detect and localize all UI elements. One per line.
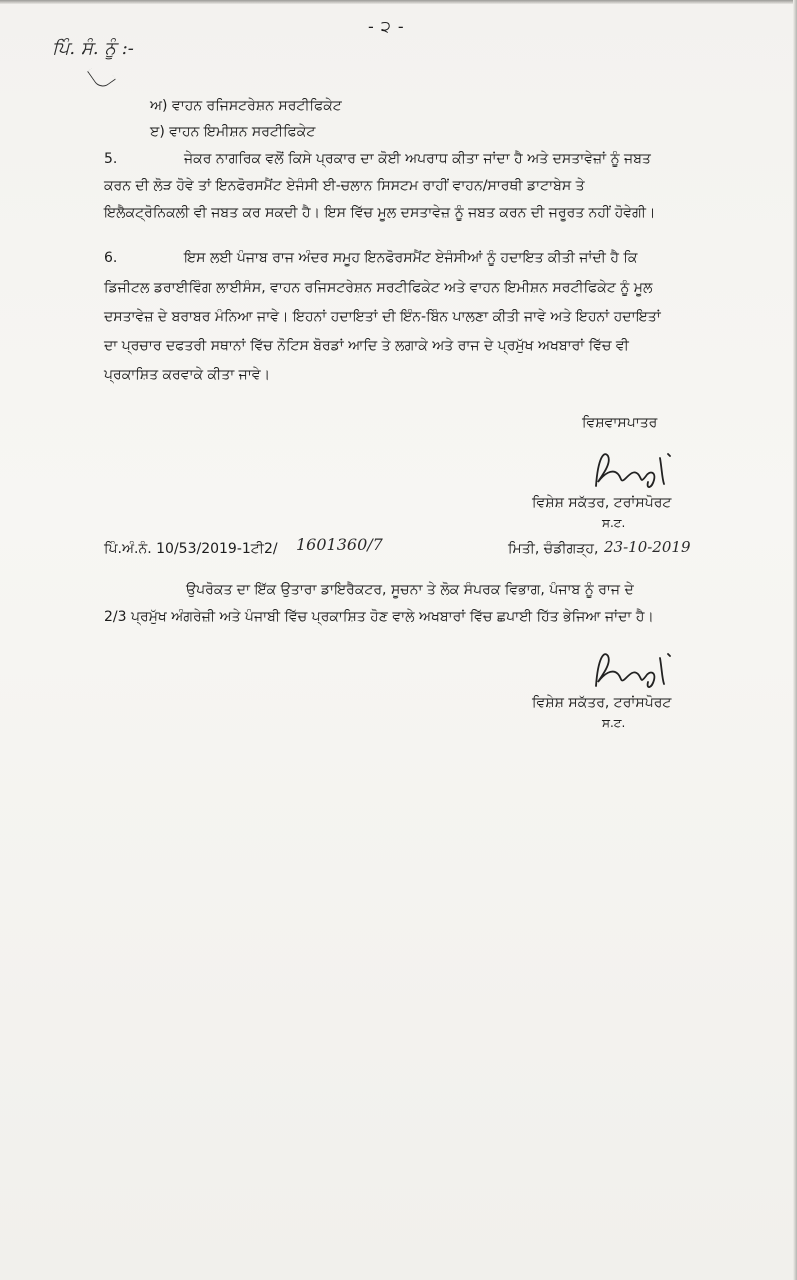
signatory-1-initials: ਸ.ਟ.: [602, 516, 626, 530]
page-right-edge: [793, 0, 797, 1280]
list-item: [150, 97, 342, 115]
signatory-2-initials: ਸ.ਟ.: [602, 716, 626, 730]
signatory-1-title: ਵਿਸ਼ੇਸ਼ ਸਕੱਤਰ, ਟਰਾਂਸਪੋਰਟ: [532, 495, 672, 511]
list-item-label: ਅ): [150, 98, 168, 114]
paragraph-line: ਡਿਜੀਟਲ ਡਰਾਈਵਿੰਗ ਲਾਈਸੰਸ, ਵਾਹਨ ਰਜਿਸਟਰੇਸ਼ਨ ਸਰਟੀਫਿਕੇਟ ਅਤੇ ਵਾਹਨ ਇਮੀਸ਼ਨ ਸਰਟੀਫਿਕੇਟ ਨੂੰ ਮੂਲ: [104, 280, 653, 296]
list-item-text: ਵਾਹਨ ਇਮੀਸ਼ਨ ਸਰਟੀਫਿਕੇਟ: [169, 124, 316, 140]
paragraph-line: ਦਾ ਪ੍ਰਚਾਰ ਦਫਤਰੀ ਸਥਾਨਾਂ ਵਿੱਚ ਨੋਟਿਸ ਬੋਰਡਾਂ ਆਦਿ ਤੇ ਲਗਾਕੇ ਅਤੇ ਰਾਜ ਦੇ ਪ੍ਰਮੁੱਖ ਅਖਬਾਰਾਂ ਵਿੱਚ ਵੀ: [104, 338, 629, 354]
paragraph-line: ਪ੍ਰਕਾਸ਼ਿਤ ਕਰਵਾਕੇ ਕੀਤਾ ਜਾਵੇ।: [104, 367, 271, 383]
handwritten-annotation: ਪਿੰ. ਸੰ. ਨੂੰ :-: [52, 38, 134, 59]
paragraph-line: ਜੇਕਰ ਨਾਗਰਿਕ ਵਲੋਂ ਕਿਸੇ ਪ੍ਰਕਾਰ ਦਾ ਕੋਈ ਅਪਰਾਧ ਕੀਤਾ ਜਾਂਦਾ ਹੈ ਅਤੇ ਦਸਤਾਵੇਜ਼ਾਂ ਨੂੰ ਜਬਤ: [184, 151, 651, 167]
page-top-edge: [0, 0, 797, 4]
paragraph-6: [104, 249, 704, 389]
list-item-label: ੲ): [150, 124, 165, 140]
paragraph-number: 5.: [104, 151, 118, 167]
date-label: ਮਿਤੀ, ਚੰਡੀਗੜ੍ਹ,: [508, 541, 599, 557]
paragraph-line: ਇਸ ਲਈ ਪੰਜਾਬ ਰਾਜ ਅੰਦਰ ਸਮੂਹ ਇਨਫੋਰਸਮੈਂਟ ਏਜੰਸੀਆਂ ਨੂੰ ਹਦਾਇਤ ਕੀਤੀ ਜਾਂਦੀ ਹੈ ਕਿ: [184, 250, 638, 266]
endorsement-line: 2/3 ਪ੍ਰਮੁੱਖ ਅੰਗਰੇਜ਼ੀ ਅਤੇ ਪੰਜਾਬੀ ਵਿੱਚ ਪ੍ਰਕਾਸ਼ਿਤ ਹੋਣ ਵਾਲੇ ਅਖਬਾਰਾਂ ਵਿੱਚ ਛਪਾਈ ਹਿੱਤ ਭੇਜਿਆ ਜਾਂਦਾ ਹੈ।: [104, 609, 654, 625]
closing-salutation: ਵਿਸ਼ਵਾਸਪਾਤਰ: [582, 415, 658, 431]
handwritten-date: 23-10-2019: [604, 538, 691, 556]
paragraph-line: ਕਰਨ ਦੀ ਲੋੜ ਹੋਵੇ ਤਾਂ ਇਨਫੋਰਸਮੈਂਟ ਏਜੰਸੀ ਈ-ਚਲਾਨ ਸਿਸਟਮ ਰਾਹੀਂ ਵਾਹਨ/ਸਾਰਥੀ ਡਾਟਾਬੇਸ ਤੇ: [104, 178, 585, 194]
signatory-2-title: ਵਿਸ਼ੇਸ਼ ਸਕੱਤਰ, ਟਰਾਂਸਪੋਰਟ: [532, 695, 672, 711]
signature-1-image: [590, 448, 680, 492]
handwritten-endorsement-number: 1601360/7: [296, 535, 383, 554]
paragraph-5: [104, 150, 704, 230]
endorsement-line: ਉਪਰੋਕਤ ਦਾ ਇੱਕ ਉਤਾਰਾ ਡਾਇਰੈਕਟਰ, ਸੂਚਨਾ ਤੇ ਲੋਕ ਸੰਪਰਕ ਵਿਭਾਗ, ਪੰਜਾਬ ਨੂੰ ਰਾਜ ਦੇ: [186, 582, 634, 598]
list-item: [150, 123, 315, 141]
endorsement-number: ਪਿੰ.ਅੰ.ਨੰ. 10/53/2019-1ਟੀ2/: [104, 541, 278, 557]
list-item-text: ਵਾਹਨ ਰਜਿਸਟਰੇਸ਼ਨ ਸਰਟੀਫਿਕੇਟ: [171, 98, 342, 114]
page-number: - ੨ -: [368, 17, 405, 36]
annotation-hook-mark: [87, 61, 116, 91]
paragraph-line: ਇਲੈਕਟ੍ਰੋਨਿਕਲੀ ਵੀ ਜਬਤ ਕਰ ਸਕਦੀ ਹੈ। ਇਸ ਵਿੱਚ ਮੂਲ ਦਸਤਾਵੇਜ਼ ਨੂੰ ਜਬਤ ਕਰਨ ਦੀ ਜਰੂਰਤ ਨਹੀਂ ਹੋਵੇਗੀ।: [104, 205, 656, 221]
paragraph-number: 6.: [104, 250, 118, 266]
paragraph-line: ਦਸਤਾਵੇਜ਼ ਦੇ ਬਰਾਬਰ ਮੰਨਿਆ ਜਾਵੇ। ਇਹਨਾਂ ਹਦਾਇਤਾਂ ਦੀ ਇੰਨ-ਬਿੰਨ ਪਾਲਣਾ ਕੀਤੀ ਜਾਵੇ ਅਤੇ ਇਹਨਾਂ ਹਦਾਇਤਾਂ: [104, 309, 661, 325]
signature-2-image: [590, 648, 680, 692]
